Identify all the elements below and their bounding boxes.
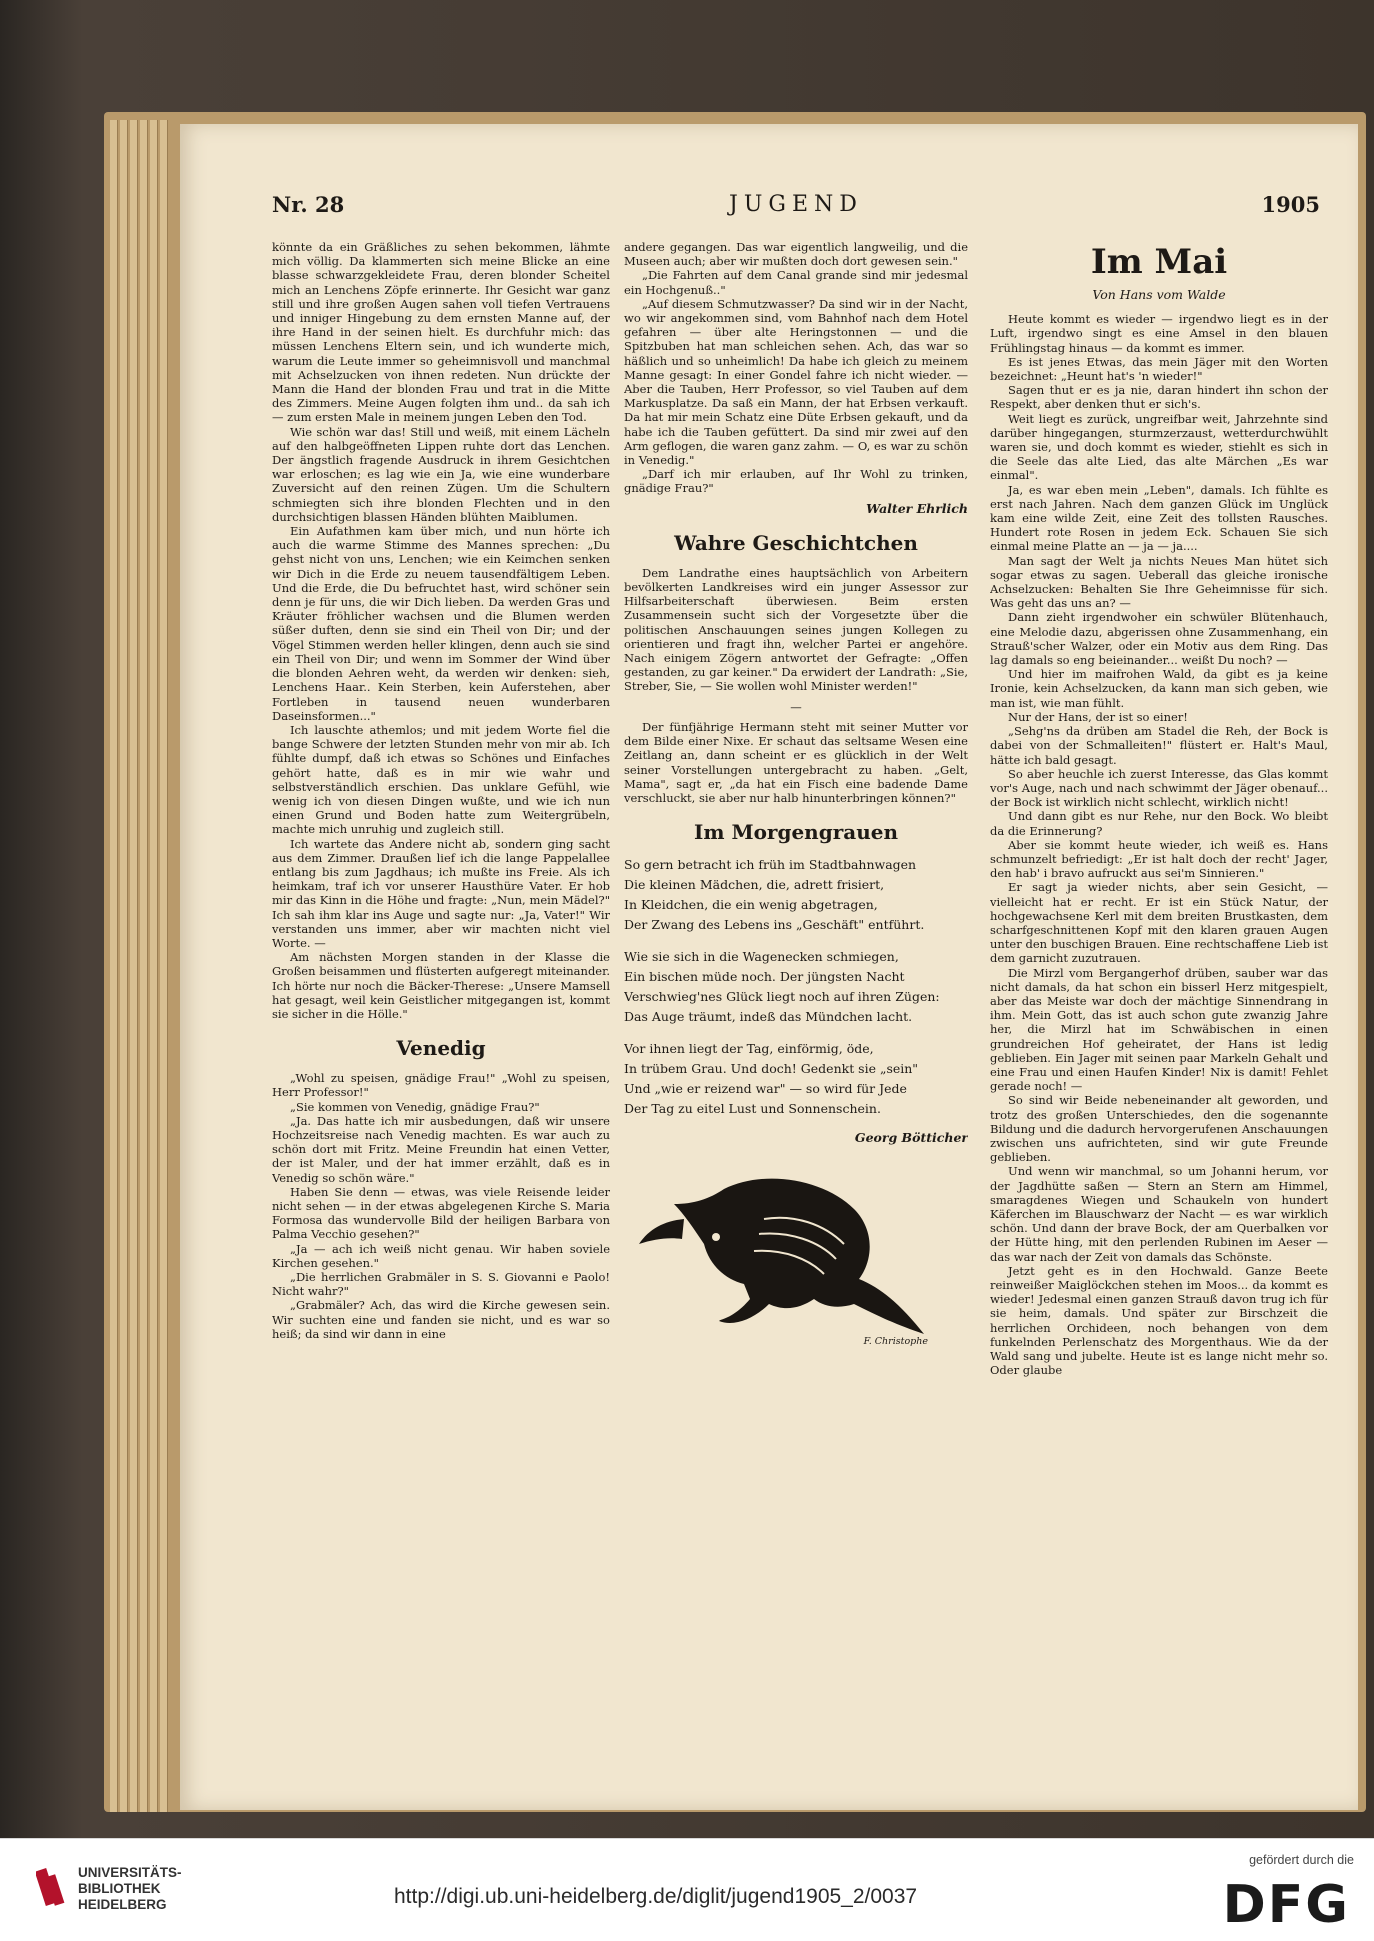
library-name-line: HEIDELBERG	[78, 1897, 167, 1912]
poem	[624, 855, 968, 1119]
page-edge	[120, 120, 128, 1812]
paragraph: So aber heuchle ich zuerst Interesse, das Glas kommt vor's Auge, nach und nach schwimmt der Jäger obenauf... der Bock ist wirklich nicht schlecht, wirklich nicht!	[990, 766, 1328, 810]
paragraph: Und wenn wir manchmal, so um Johanni herum, vor der Jagdhütte saßen — Stern an Stern am Himmel, smaragdenes Wiegen und Schaukeln von hundert Käferchen im Blauschwarz der Nacht — es war wirklich schön. Und dann der brave Bock, der am Querbalken vor der Hütte hing, mit den perlenden Rubinen im Aeser — das war nach der Zeit von damals das Schönste.	[990, 1164, 1328, 1264]
poem-line: Der Tag zu eitel Lust und Sonnenschein.	[624, 1101, 881, 1117]
paragraph: Ein Aufathmen kam über mich, und nun hörte ich auch die warme Stimme des Mannes sprechen: „Du gehst nicht von uns, Lenchen; wie ein Keimchen senken wir Dich in die Erde zu neuem tausendfältigem Leben. Und die Erde, die Du befruchtet hast, wird schöner sein denn je für uns, die wir Dich lieben. Da werden Gras und Kräuter fröhlicher wachsen und die Blumen werden süßer duften, denn sie sind ein Theil von Dir; und der Vögel Stimmen werden heller klingen, denn auch sie sind ein Theil von Dir; und wenn im Sommer der Wind über die blonden Aehren weht, da werden wir denken: sieh, Lenchens Haar.. Kein Sterben, kein Auferstehen, aber Fortleben in tausend neuen wunderbaren Daseinsformen..."	[272, 524, 610, 723]
library-name-line: UNIVERSITÄTS-	[78, 1865, 182, 1880]
paragraph: Und hier im maifrohen Wald, da gibt es ja keine Ironie, kein Achselzucken, da kann man sich geben, wie man ist, wie man fühlt.	[990, 667, 1328, 710]
paragraph: Aber sie kommt heute wieder, ich weiß es. Hans schmunzelt befriedigt: „Er ist halt doch der recht' Jager, den hab' i bravo aufruckt aus sei'm Sinnieren."	[990, 837, 1328, 881]
article-title-venedig: Venedig	[396, 1036, 486, 1061]
paragraph: Am nächsten Morgen standen in der Klasse die Großen beisammen und flüsterten aufgeregt miteinander. Ich hörte nur noch die Bäcker-Therese: „Unsere Mamsell hat gesagt, weil kein Geistlicher mitgegangen ist, kommt sie sicher in die Hölle."	[272, 950, 610, 1021]
poem-line: Ein bischen müde noch. Der jüngsten Nacht	[624, 969, 905, 985]
paragraph: Jetzt geht es in den Hochwald. Ganze Beete reinweißer Maiglöckchen stehen im Moos... da kommt es wieder! Jedesmal einen ganzen Strauß davon trug ich für sie heim, damals. Und später zur Birschzeit die herrlichen Orchideen, noch behangen von dem funkelnden Perlenschatz des Morgenthaus. Wie da der Wald sang und jubelte. Heute ist es lange nicht mehr so. Oder glaube	[990, 1263, 1328, 1378]
poem-line: Und „wie er reizend war" — so wird für Jede	[624, 1081, 907, 1097]
paragraph: Ich wartete das Andere nicht ab, sondern ging sacht aus dem Zimmer. Draußen lief ich die lange Pappelallee entlang bis zum Jagdhaus; ich mußte ins Freie. Als ich heimkam, traf ich vor unserer Hausthüre Vater. Er hob mir das Kinn in die Höhe und fragte: „Nun, mein Mädel?" Ich sah ihm klar ins Auge und sagte nur: „Ja, Vater!" Wir verstanden uns immer, aber wir machten nicht viel Worte. —	[272, 836, 610, 950]
paragraph: „Sehg'ns da drüben am Stadel die Reh, der Bock is dabei von der Schmalleiten!" flüstert er. Halt's Maul, hätte ich bald gesagt.	[990, 724, 1328, 767]
paragraph: Haben Sie denn — etwas, was viele Reisende leider nicht sehen — in der etwas abgelegenen Kirche S. Maria Formosa das wundervolle Bild der heiligen Barbara von Palma Vecchio gesehen?"	[272, 1184, 610, 1242]
illustration-credit: F. Christophe	[863, 1336, 928, 1348]
column-2	[624, 240, 968, 1800]
paragraph: „Sie kommen von Venedig, gnädige Frau?"	[290, 1099, 540, 1114]
story-continuation	[272, 240, 610, 1021]
paragraph: „Die herrlichen Grabmäler in S. S. Giovanni e Paolo! Nicht wahr?"	[272, 1270, 610, 1299]
paragraph: Nur der Hans, der ist so einer!	[1008, 709, 1188, 724]
column-3	[990, 240, 1328, 1800]
page-edge	[130, 120, 138, 1812]
eagle-illustration	[624, 1159, 968, 1349]
poem-line: Der Zwang des Lebens ins „Geschäft" entführt.	[624, 917, 925, 933]
paragraph: Und dann gibt es nur Rehe, nur den Bock. Wo bleibt da die Erinnerung?	[990, 809, 1328, 838]
page-edge	[110, 120, 118, 1812]
viewer-footer	[0, 1838, 1374, 1941]
paragraph: Ich lauschte athemlos; und mit jedem Worte fiel die bange Schwere der letzten Stunden mehr von mir ab. Ich fühlte dumpf, daß ich etwas so Schönes und Einfaches gehört hatte, daß es in mir wie wahr und selbstverständlich erschien. Das unklare Gefühl, wie wenig ich von diesen Dingen wußte, und wie ich nun einen Grund und Boden hatte zum Weitergrübeln, machte mich unruhig und zugleich still.	[272, 722, 610, 837]
paragraph: Die Mirzl vom Bergangerhof drüben, sauber war das nicht damals, da hat schon ein bisserl Herz mitgespielt, aber das Meiste war doch der mächtige Sinnendrang in ihm. Mein Gott, das ist auch schon gute zwanzig Jahre her, die Mirzl hat im Schwäbischen in einen grundreichen Hof geheiratet, der Hans ist ledig geblieben. Ein Jager mit seinen paar Markeln Gehalt und eine Frau und einen Haufen Kinder! Nix is damit! Fehlet gerade noch! —	[990, 965, 1328, 1094]
library-name	[78, 1865, 182, 1913]
anecdote: Der fünfjährige Hermann steht mit seiner Mutter vor dem Bilde einer Nixe. Er schaut das seltsame Wesen eine Zeitlang an, dann scheint er es glücklich in der Welt seiner Vorstellungen untergebracht zu haben. „Gelt, Mama", sagt er, „da hat ein Fisch eine badende Dame verschluckt, sie aber nur halb hinunterbringen können?"	[624, 719, 968, 805]
poem-line: In Kleidchen, die ein wenig abgetragen,	[624, 897, 878, 913]
poem-title: Im Morgengrauen	[693, 820, 899, 845]
article-title-wahre-geschichtchen: Wahre Geschichtchen	[674, 530, 918, 555]
paragraph: „Auf diesem Schmutzwasser? Da sind wir in der Nacht, wo wir angekommen sind, vom Bahnhof nach dem Hotel gefahren — über alte Heringstonnen — und die Spitzbuben hat man schleichen sehen. Ach, das war so häßlich und so unheimlich! Da habe ich gleich zu meinem Manne gesagt: In einer Gondel fahre ich nicht wieder. — Aber die Tauben, Herr Professor, so viel Tauben auf dem Markusplatze. Da saß ein Mann, der hat Erbsen verkauft. Da hat mir mein Schatz eine Düte Erbsen gekauft, und da habe ich die Tauben gefüttert. Da sind mir zwei auf den Arm geflogen, die waren ganz zahm. — O, es war zu schön in Venedig."	[624, 296, 968, 468]
paragraph: Sagen thut er es ja nie, daran hindert ihn schon der Respekt, aber denken thut er sich's.	[990, 383, 1328, 412]
paragraph: Er sagt ja wieder nichts, aber sein Gesicht, — vielleicht hat er recht. Er ist ein Stück Natur, der hochgewachsene Kerl mit dem breiten Brustkasten, dem scharfgeschnittenen Kopf mit den klaren grauen Augen unter den buschigen Brauen. Eine rechtschaffene Lieb ist dem garnicht zuzutrauen.	[990, 880, 1328, 966]
library-name-line: BIBLIOTHEK	[78, 1881, 161, 1896]
page-edge	[160, 120, 168, 1812]
poem-line: Wie sie sich in die Wagenecken schmiegen,	[624, 949, 899, 965]
sponsor-label: gefördert durch die	[1249, 1853, 1354, 1867]
poem-stanza	[624, 1039, 968, 1119]
issue-number: Nr. 28	[272, 192, 345, 217]
issue-year: 1905	[1261, 192, 1320, 217]
article-venedig	[272, 1071, 610, 1341]
paragraph: „Grabmäler? Ach, das wird die Kirche gewesen sein. Wir suchten eine und fanden sie nicht, und es war so heiß; da sind wir dann in eine	[272, 1298, 610, 1341]
page-edge	[150, 120, 158, 1812]
poem-author: Georg Bötticher	[854, 1130, 968, 1146]
eagle-icon	[624, 1159, 968, 1349]
paragraph: „Darf ich mir erlauben, auf Ihr Wohl zu trinken, gnädige Frau?"	[624, 467, 968, 496]
paragraph: „Ja. Das hatte ich mir ausbedungen, daß wir unsere Hochzeitsreise nach Venedig machten. Es war auch zu schön dort mit Fritz. Meine Freundin hat einen Vetter, der ist Maler, und der hat immer erzählt, daß es in Venedig so schön wäre."	[272, 1113, 610, 1185]
article-title-im-mai: Im Mai	[1090, 242, 1228, 282]
paragraph: Man sagt der Welt ja nichts Neues Man hütet sich sogar etwas zu sagen. Ueberall das gleiche ironische Achselzucken: Behalten Sie Ihre Geheimnisse für sich. Was geht das uns an? —	[990, 553, 1328, 611]
page-header	[272, 188, 1320, 224]
paragraph: Es ist jenes Etwas, das mein Jäger mit den Worten bezeichnet: „Heunt hat's 'n wieder!"	[990, 354, 1328, 384]
poem-stanza	[624, 855, 968, 935]
author-signature: Walter Ehrlich	[866, 500, 968, 516]
permalink-url[interactable]: http://digi.ub.uni-heidelberg.de/diglit/jugend1905_2/0037	[394, 1885, 918, 1908]
poem-line: So gern betracht ich früh im Stadtbahnwagen	[624, 857, 917, 873]
paragraph: könnte da ein Gräßliches zu sehen bekommen, lähmte mich völlig. Da klammerten sich meine Blicke an eine blasse schwarzgekleidete Frau, deren blonder Scheitel mich an Lenchens Zöpfe erinnerte. Ihr Gesicht war ganz still und ihre großen Augen sahen voll tiefen Vertrauens und inniger Hingebung zu dem ernsten Manne auf, der ihre Hand in der seinen hielt. Es durchfuhr mich: das müssen Lenchens Eltern sein, und ich wunderte mich, warum die Leute immer so geheimnisvoll und manchmal mit Achselzucken von ihnen redeten. Nun drückte der Mann die Hand der blonden Frau und trat in die Mitte des Zimmers. Meine Augen folgten ihm und.. da sah ich — zum ersten Male in meinem jungen Leben den Tod.	[272, 240, 610, 425]
paragraph: Heute kommt es wieder — irgendwo liegt es in der Luft, irgendwo singt es eine Amsel in den blauen Frühlingstag hinaus — da kommt es immer.	[990, 312, 1328, 355]
paragraph: Ja, es war eben mein „Leben", damals. Ich fühlte es erst nach Jahren. Nach dem ganzen Glück im Unglück kam eine wilde Zeit, eine Zeit des tollsten Rausches. Hundert rote Rosen in jedem Eck. Schauen Sie sich einmal meine Platte an — ja — ja....	[990, 482, 1328, 554]
paragraph: „Wohl zu speisen, gnädige Frau!" „Wohl zu speisen, Herr Professor!"	[272, 1071, 610, 1100]
magazine-title: JUGEND	[729, 192, 863, 217]
separator: —	[790, 699, 802, 714]
poem-line: Verschwieg'nes Glück liegt noch auf ihren Zügen:	[624, 989, 940, 1005]
poem-line: In trübem Grau. Und doch! Gedenkt sie „sein"	[624, 1061, 919, 1077]
poem-stanza	[624, 947, 968, 1027]
paragraph: „Die Fahrten auf dem Canal grande sind mir jedesmal ein Hochgenuß.."	[624, 268, 968, 297]
dfg-logo[interactable]: DFG	[1222, 1875, 1350, 1935]
paragraph: Weit liegt es zurück, ungreifbar weit, Jahrzehnte sind darüber hingegangen, sturmzerzaust, wetterdurchwühlt waren sie, und doch kommt es wieder, stiehlt es sich in die Seele das alte Lied, das alte Märchen „Es war einmal".	[990, 411, 1328, 483]
poem-line: Die kleinen Mädchen, die, adrett frisiert,	[624, 877, 885, 893]
column-1	[272, 240, 610, 1800]
paragraph: So sind wir Beide nebeneinander alt geworden, und trotz des großen Unterschiedes, den die sogenannte Bildung und die dadurch hervorgerufenen Anschauungen zwischen uns aufrichteten, sind wir gute Freunde geblieben.	[990, 1093, 1328, 1165]
paragraph: „Ja — ach ich weiß nicht genau. Wir haben soviele Kirchen gesehen."	[272, 1241, 610, 1270]
poem-line: Vor ihnen liegt der Tag, einförmig, öde,	[624, 1041, 874, 1057]
paragraph: Wie schön war das! Still und weiß, mit einem Lächeln auf den halbgeöffneten Lippen ruhte dort das Lenchen. Der ängstlich fragende Ausdruck in ihrem Gesichtchen war erloschen; es lag wie ein Ja, wie eine wunderbare Zuversicht auf den reinen Zügen. Um die Schultern schmiegten sich ihre blonden Flechten und in den durchsichtigen blassen Händen blühten Maiblumen.	[272, 424, 610, 524]
page-edge	[140, 120, 148, 1812]
anecdote: Dem Landrathe eines hauptsächlich von Arbeitern bevölkerten Landkreises wird ein junger Assessor zur Hilfsarbeiterschaft überwiesen. Beim ersten Zusammensein sucht sich der Vorgesetzte über die politischen Anschauungen seines jungen Kollegen zu orientieren und fragt ihn, welcher Partei er angehöre. Nach einigem Zögern antwortet der Gefragte: „Offen gestanden, zu gar keiner." Da erwidert der Landrath: „Sie, Streber, Sie, — Sie wollen wohl Minister werden!"	[624, 565, 968, 694]
article-byline: Von Hans vom Walde	[1092, 287, 1226, 302]
paragraph: Dann zieht irgendwoher ein schwüler Blütenhauch, eine Melodie dazu, abgerissen ohne Zusammenhang, ein Strauß'scher Walzer, oder ein Motiv aus dem Ring. Das lag damals so eng beieinander... weißt Du noch? —	[990, 610, 1328, 668]
paragraph: andere gegangen. Das war eigentlich langweilig, und die Museen auch; aber wir mußten doch dort gewesen sein."	[624, 240, 968, 269]
poem-line: Das Auge träumt, indeß das Mündchen lacht.	[624, 1009, 913, 1025]
magazine-page	[180, 124, 1358, 1810]
